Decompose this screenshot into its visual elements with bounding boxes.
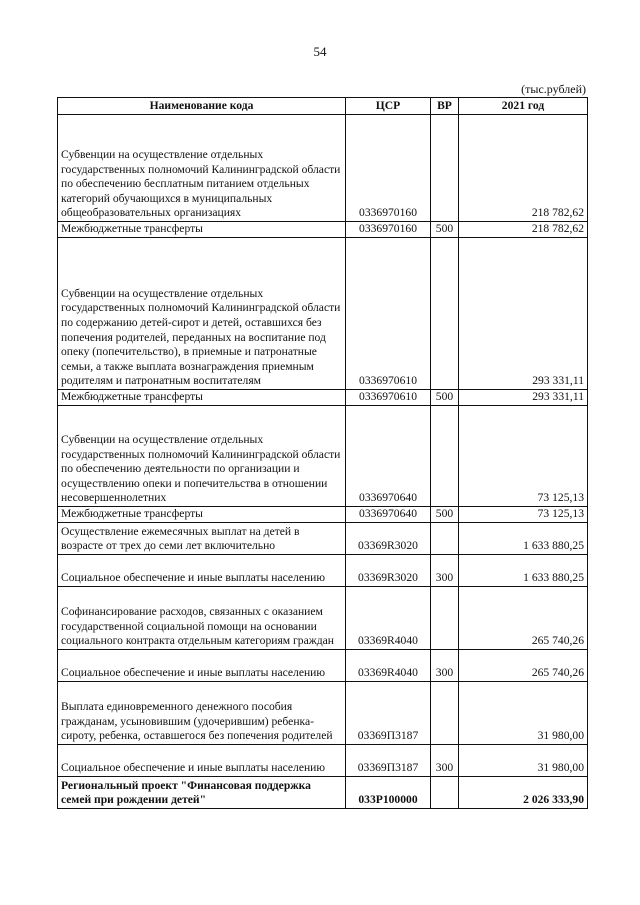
row-name: Социальное обеспечение и иные выплаты населению bbox=[58, 745, 346, 777]
header-name: Наименование кода bbox=[58, 98, 346, 115]
row-code: 0336970160 bbox=[346, 222, 431, 238]
units-label: (тыс.рублей) bbox=[521, 82, 586, 96]
row-vr bbox=[431, 238, 459, 390]
row-amount: 293 331,11 bbox=[459, 238, 588, 390]
row-name: Осуществление ежемесячных выплат на детей в возрасте от трех до семи лет включительно bbox=[58, 523, 346, 555]
row-vr: 500 bbox=[431, 222, 459, 238]
row-name: Субвенции на осуществление отдельных государственных полномочий Калининградской области по содержанию детей-сирот и детей, оставшихся без попечения родителей, переданных на воспитание под опеку (попечительство), в приемные и патронатные семьи, а также выплата вознаграждения приемным родителям и патронатным воспитателям bbox=[58, 238, 346, 390]
row-name: Социальное обеспечение и иные выплаты населению bbox=[58, 555, 346, 587]
row-code: 03369R3020 bbox=[346, 555, 431, 587]
row-amount: 2 026 333,90 bbox=[459, 777, 588, 809]
row-vr bbox=[431, 682, 459, 745]
table-row bbox=[58, 222, 588, 238]
row-name: Социальное обеспечение и иные выплаты населению bbox=[58, 650, 346, 682]
table-row bbox=[58, 390, 588, 406]
table-header-row bbox=[58, 98, 588, 115]
budget-table bbox=[57, 97, 588, 809]
table-row bbox=[58, 507, 588, 523]
row-code: 0336970640 bbox=[346, 507, 431, 523]
row-amount: 265 740,26 bbox=[459, 650, 588, 682]
table-row bbox=[58, 115, 588, 222]
row-code: 03369П3187 bbox=[346, 745, 431, 777]
header-code: ЦСР bbox=[346, 98, 431, 115]
row-code: 03369П3187 bbox=[346, 682, 431, 745]
row-vr bbox=[431, 523, 459, 555]
row-code: 0336970640 bbox=[346, 406, 431, 507]
row-amount: 293 331,11 bbox=[459, 390, 588, 406]
table-row bbox=[58, 523, 588, 555]
row-vr: 500 bbox=[431, 390, 459, 406]
row-code: 033P100000 bbox=[346, 777, 431, 809]
table-row bbox=[58, 682, 588, 745]
row-name: Субвенции на осуществление отдельных государственных полномочий Калининградской области по обеспечению деятельности по организации и осуществлению опеки и попечительства в отношении несовершеннолетних bbox=[58, 406, 346, 507]
row-name: Межбюджетные трансферты bbox=[58, 390, 346, 406]
row-code: 0336970610 bbox=[346, 390, 431, 406]
table-row bbox=[58, 555, 588, 587]
row-vr bbox=[431, 587, 459, 650]
row-name: Межбюджетные трансферты bbox=[58, 507, 346, 523]
table-row bbox=[58, 777, 588, 809]
table-row bbox=[58, 587, 588, 650]
table-row bbox=[58, 406, 588, 507]
header-vr: ВР bbox=[431, 98, 459, 115]
row-name: Софинансирование расходов, связанных с оказанием государственной социальной помощи на основании социального контракта отдельным категориям граждан bbox=[58, 587, 346, 650]
row-vr: 300 bbox=[431, 745, 459, 777]
table-row bbox=[58, 650, 588, 682]
header-year: 2021 год bbox=[459, 98, 588, 115]
row-code: 03369R4040 bbox=[346, 650, 431, 682]
row-vr: 300 bbox=[431, 650, 459, 682]
row-code: 0336970610 bbox=[346, 238, 431, 390]
row-code: 03369R3020 bbox=[346, 523, 431, 555]
table-row bbox=[58, 745, 588, 777]
row-amount: 73 125,13 bbox=[459, 507, 588, 523]
row-name: Субвенции на осуществление отдельных государственных полномочий Калининградской области по обеспечению бесплатным питанием отдельных категорий обучающихся в муниципальных общеобразовательных организациях bbox=[58, 115, 346, 222]
row-name: Региональный проект "Финансовая поддержка семей при рождении детей" bbox=[58, 777, 346, 809]
row-vr bbox=[431, 115, 459, 222]
row-name: Выплата единовременного денежного пособия гражданам, усыновившим (удочерившим) ребенка-сироту, ребенка, оставшегося без попечения родителей bbox=[58, 682, 346, 745]
row-amount: 218 782,62 bbox=[459, 222, 588, 238]
row-vr: 500 bbox=[431, 507, 459, 523]
row-vr bbox=[431, 777, 459, 809]
row-amount: 1 633 880,25 bbox=[459, 555, 588, 587]
row-amount: 31 980,00 bbox=[459, 682, 588, 745]
row-name: Межбюджетные трансферты bbox=[58, 222, 346, 238]
row-amount: 265 740,26 bbox=[459, 587, 588, 650]
row-vr bbox=[431, 406, 459, 507]
row-code: 03369R4040 bbox=[346, 587, 431, 650]
row-amount: 73 125,13 bbox=[459, 406, 588, 507]
row-vr: 300 bbox=[431, 555, 459, 587]
row-amount: 218 782,62 bbox=[459, 115, 588, 222]
row-amount: 1 633 880,25 bbox=[459, 523, 588, 555]
row-amount: 31 980,00 bbox=[459, 745, 588, 777]
table-row bbox=[58, 238, 588, 390]
row-code: 0336970160 bbox=[346, 115, 431, 222]
page-number: 54 bbox=[313, 44, 327, 59]
